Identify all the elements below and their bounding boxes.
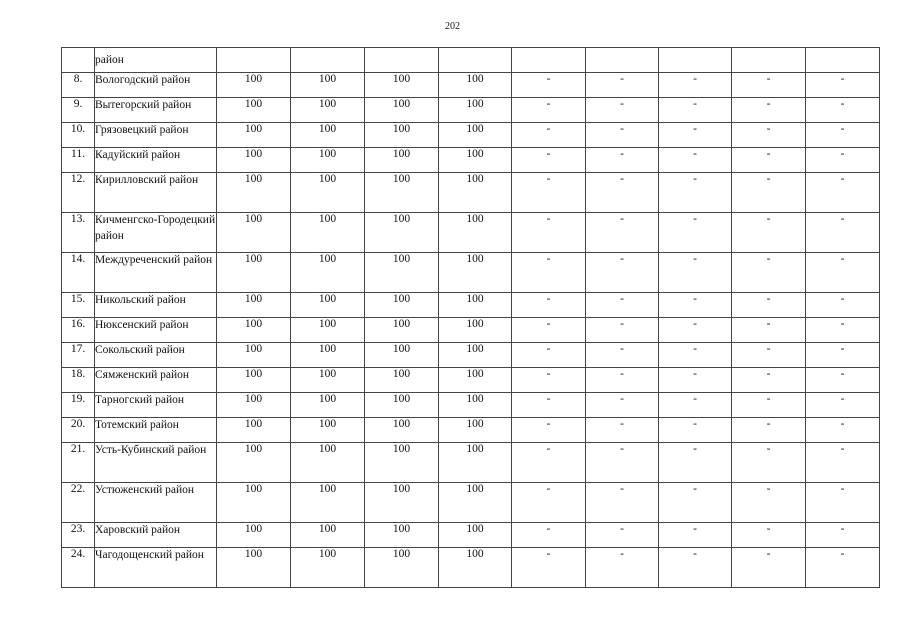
dash-cell: - — [586, 293, 659, 318]
district-name: Устюженский район — [95, 483, 217, 523]
value-cell: 100 — [365, 123, 439, 148]
dash-cell: - — [586, 443, 659, 483]
dash-cell: - — [732, 393, 806, 418]
dash-cell: - — [512, 318, 586, 343]
dash-cell: - — [806, 548, 880, 588]
dash-cell: - — [732, 418, 806, 443]
dash-cell: - — [659, 148, 732, 173]
value-cell: 100 — [291, 98, 365, 123]
district-name: Тотемский район — [95, 418, 217, 443]
dash-cell: - — [512, 443, 586, 483]
table-row — [62, 213, 880, 253]
row-number: 10. — [62, 123, 95, 148]
dash-cell: - — [732, 368, 806, 393]
dash-cell: - — [806, 418, 880, 443]
value-cell: 100 — [439, 253, 512, 293]
value-cell: 100 — [217, 123, 291, 148]
dash-cell: - — [586, 548, 659, 588]
value-cell: 100 — [217, 483, 291, 523]
value-cell: 100 — [439, 523, 512, 548]
dash-cell: - — [512, 73, 586, 98]
value-cell — [512, 48, 586, 73]
value-cell: 100 — [217, 523, 291, 548]
dash-cell: - — [512, 393, 586, 418]
dash-cell: - — [659, 98, 732, 123]
row-number: 20. — [62, 418, 95, 443]
table-row — [62, 98, 880, 123]
dash-cell: - — [512, 483, 586, 523]
dash-cell: - — [659, 123, 732, 148]
table-row — [62, 123, 880, 148]
value-cell: 100 — [291, 148, 365, 173]
row-number: 13. — [62, 213, 95, 253]
table-row — [62, 318, 880, 343]
row-number: 8. — [62, 73, 95, 98]
district-name: Сямженский район — [95, 368, 217, 393]
row-number: 23. — [62, 523, 95, 548]
value-cell: 100 — [217, 213, 291, 253]
dash-cell: - — [732, 343, 806, 368]
table-row — [62, 393, 880, 418]
table-row — [62, 443, 880, 483]
dash-cell: - — [659, 523, 732, 548]
row-number: 11. — [62, 148, 95, 173]
value-cell: 100 — [439, 418, 512, 443]
dash-cell: - — [806, 148, 880, 173]
dash-cell: - — [586, 148, 659, 173]
dash-cell: - — [659, 418, 732, 443]
district-name: Никольский район — [95, 293, 217, 318]
value-cell: 100 — [291, 213, 365, 253]
dash-cell: - — [512, 173, 586, 213]
dash-cell: - — [732, 318, 806, 343]
dash-cell: - — [659, 318, 732, 343]
value-cell: 100 — [217, 548, 291, 588]
dash-cell: - — [806, 523, 880, 548]
value-cell: 100 — [439, 213, 512, 253]
data-table — [61, 47, 880, 588]
row-number: 21. — [62, 443, 95, 483]
district-name: Чагодощенский район — [95, 548, 217, 588]
dash-cell: - — [732, 173, 806, 213]
dash-cell: - — [586, 393, 659, 418]
dash-cell: - — [732, 293, 806, 318]
value-cell: 100 — [365, 148, 439, 173]
value-cell — [291, 48, 365, 73]
value-cell — [217, 48, 291, 73]
value-cell: 100 — [439, 73, 512, 98]
dash-cell: - — [512, 343, 586, 368]
value-cell: 100 — [217, 148, 291, 173]
value-cell: 100 — [217, 173, 291, 213]
row-number: 15. — [62, 293, 95, 318]
value-cell: 100 — [365, 418, 439, 443]
table-row — [62, 293, 880, 318]
dash-cell: - — [659, 483, 732, 523]
row-number: 14. — [62, 253, 95, 293]
dash-cell: - — [659, 393, 732, 418]
district-name: район — [95, 48, 217, 73]
value-cell: 100 — [365, 73, 439, 98]
row-number: 24. — [62, 548, 95, 588]
value-cell: 100 — [291, 393, 365, 418]
dash-cell: - — [659, 443, 732, 483]
value-cell: 100 — [439, 123, 512, 148]
district-name: Кадуйский район — [95, 148, 217, 173]
district-name: Вытегорский район — [95, 98, 217, 123]
dash-cell: - — [659, 253, 732, 293]
dash-cell: - — [732, 73, 806, 98]
value-cell: 100 — [291, 343, 365, 368]
value-cell — [365, 48, 439, 73]
value-cell — [806, 48, 880, 73]
dash-cell: - — [512, 213, 586, 253]
dash-cell: - — [512, 368, 586, 393]
table-row — [62, 483, 880, 523]
value-cell: 100 — [439, 173, 512, 213]
value-cell: 100 — [365, 253, 439, 293]
value-cell: 100 — [439, 483, 512, 523]
value-cell: 100 — [439, 393, 512, 418]
value-cell — [586, 48, 659, 73]
dash-cell: - — [806, 253, 880, 293]
dash-cell: - — [586, 213, 659, 253]
table-row — [62, 253, 880, 293]
dash-cell: - — [806, 343, 880, 368]
table-row — [62, 418, 880, 443]
value-cell: 100 — [217, 98, 291, 123]
row-number: 17. — [62, 343, 95, 368]
value-cell — [439, 48, 512, 73]
dash-cell: - — [732, 523, 806, 548]
value-cell: 100 — [217, 393, 291, 418]
table-row — [62, 343, 880, 368]
dash-cell: - — [512, 98, 586, 123]
dash-cell: - — [659, 343, 732, 368]
value-cell: 100 — [291, 123, 365, 148]
row-number: 12. — [62, 173, 95, 213]
table-body — [62, 48, 880, 588]
value-cell: 100 — [217, 318, 291, 343]
dash-cell: - — [586, 173, 659, 213]
dash-cell: - — [659, 548, 732, 588]
value-cell: 100 — [365, 98, 439, 123]
district-name: Междуреченский район — [95, 253, 217, 293]
value-cell: 100 — [439, 368, 512, 393]
value-cell: 100 — [365, 483, 439, 523]
row-number: 18. — [62, 368, 95, 393]
dash-cell: - — [732, 98, 806, 123]
value-cell: 100 — [291, 368, 365, 393]
value-cell: 100 — [439, 148, 512, 173]
dash-cell: - — [512, 253, 586, 293]
dash-cell: - — [586, 523, 659, 548]
district-name: Тарногский район — [95, 393, 217, 418]
value-cell: 100 — [439, 343, 512, 368]
dash-cell: - — [659, 73, 732, 98]
dash-cell: - — [806, 213, 880, 253]
dash-cell: - — [512, 148, 586, 173]
value-cell — [659, 48, 732, 73]
row-number — [62, 48, 95, 73]
row-number: 9. — [62, 98, 95, 123]
district-name: Кичменгско-Городецкий район — [95, 213, 217, 253]
value-cell: 100 — [291, 173, 365, 213]
dash-cell: - — [806, 293, 880, 318]
value-cell: 100 — [291, 483, 365, 523]
row-number: 19. — [62, 393, 95, 418]
district-name: Сокольский район — [95, 343, 217, 368]
dash-cell: - — [732, 213, 806, 253]
value-cell: 100 — [217, 368, 291, 393]
value-cell: 100 — [291, 523, 365, 548]
value-cell: 100 — [439, 443, 512, 483]
continued-row — [62, 48, 880, 73]
value-cell: 100 — [291, 293, 365, 318]
dash-cell: - — [806, 123, 880, 148]
value-cell: 100 — [365, 318, 439, 343]
dash-cell: - — [586, 318, 659, 343]
dash-cell: - — [586, 123, 659, 148]
table-row — [62, 368, 880, 393]
dash-cell: - — [512, 523, 586, 548]
value-cell: 100 — [365, 293, 439, 318]
value-cell: 100 — [365, 443, 439, 483]
value-cell: 100 — [217, 73, 291, 98]
dash-cell: - — [806, 73, 880, 98]
dash-cell: - — [732, 548, 806, 588]
page-number: 202 — [445, 21, 460, 32]
dash-cell: - — [806, 98, 880, 123]
dash-cell: - — [732, 148, 806, 173]
table-row — [62, 148, 880, 173]
dash-cell: - — [512, 293, 586, 318]
value-cell: 100 — [291, 418, 365, 443]
district-name: Кирилловский район — [95, 173, 217, 213]
value-cell: 100 — [439, 318, 512, 343]
dash-cell: - — [659, 293, 732, 318]
value-cell: 100 — [365, 343, 439, 368]
dash-cell: - — [806, 483, 880, 523]
value-cell: 100 — [365, 173, 439, 213]
value-cell: 100 — [217, 343, 291, 368]
dash-cell: - — [586, 368, 659, 393]
value-cell: 100 — [365, 368, 439, 393]
value-cell: 100 — [365, 213, 439, 253]
row-number: 22. — [62, 483, 95, 523]
value-cell — [732, 48, 806, 73]
table-row — [62, 548, 880, 588]
value-cell: 100 — [217, 418, 291, 443]
value-cell: 100 — [439, 548, 512, 588]
value-cell: 100 — [291, 253, 365, 293]
dash-cell: - — [586, 98, 659, 123]
dash-cell: - — [659, 213, 732, 253]
value-cell: 100 — [439, 98, 512, 123]
value-cell: 100 — [217, 253, 291, 293]
table-row — [62, 173, 880, 213]
value-cell: 100 — [291, 73, 365, 98]
dash-cell: - — [586, 483, 659, 523]
dash-cell: - — [732, 123, 806, 148]
dash-cell: - — [732, 443, 806, 483]
value-cell: 100 — [291, 318, 365, 343]
dash-cell: - — [512, 418, 586, 443]
dash-cell: - — [586, 253, 659, 293]
district-name: Усть-Кубинский район — [95, 443, 217, 483]
dash-cell: - — [732, 483, 806, 523]
value-cell: 100 — [217, 293, 291, 318]
dash-cell: - — [512, 548, 586, 588]
row-number: 16. — [62, 318, 95, 343]
dash-cell: - — [806, 368, 880, 393]
value-cell: 100 — [365, 523, 439, 548]
dash-cell: - — [806, 318, 880, 343]
value-cell: 100 — [291, 443, 365, 483]
dash-cell: - — [806, 173, 880, 213]
dash-cell: - — [586, 73, 659, 98]
dash-cell: - — [586, 343, 659, 368]
district-name: Харовский район — [95, 523, 217, 548]
value-cell: 100 — [365, 548, 439, 588]
value-cell: 100 — [439, 293, 512, 318]
value-cell: 100 — [217, 443, 291, 483]
dash-cell: - — [659, 368, 732, 393]
value-cell: 100 — [291, 548, 365, 588]
district-name: Грязовецкий район — [95, 123, 217, 148]
table-row — [62, 523, 880, 548]
table-row — [62, 73, 880, 98]
dash-cell: - — [806, 393, 880, 418]
district-name: Нюксенский район — [95, 318, 217, 343]
dash-cell: - — [732, 253, 806, 293]
district-name: Вологодский район — [95, 73, 217, 98]
dash-cell: - — [512, 123, 586, 148]
dash-cell: - — [806, 443, 880, 483]
dash-cell: - — [659, 173, 732, 213]
dash-cell: - — [586, 418, 659, 443]
value-cell: 100 — [365, 393, 439, 418]
